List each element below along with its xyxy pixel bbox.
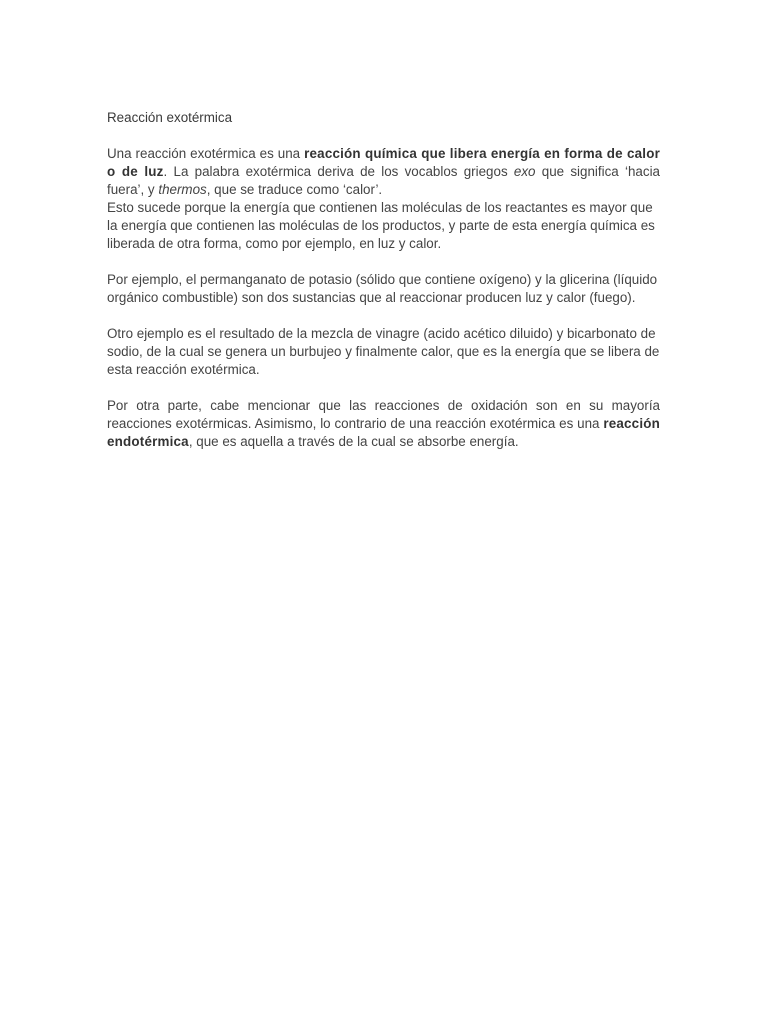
paragraph-explanation: Esto sucede porque la energía que contienen las moléculas de los reactantes es mayor que la energía que contienen las moléculas de los productos, y parte de esta energía química es liberada de otra forma, como por ejemplo, en luz y calor. xyxy=(107,200,655,251)
bold-endothermic: reacción endotérmica xyxy=(107,416,660,449)
paragraph-example-vinegar: Otro ejemplo es el resultado de la mezcla de vinagre (acido acético diluido) y bicarbonato de sodio, de la cual se genera un burbujeo y finalmente calor, que es la energía que se libera de esta reacción exotérmica. xyxy=(107,326,660,377)
paragraph-text: que significa ‘hacia fuera’, y xyxy=(107,164,660,197)
document-body xyxy=(107,109,660,451)
paragraph-definition xyxy=(107,145,660,199)
paragraph-spacer xyxy=(107,253,660,271)
italic-term-exo: exo xyxy=(513,164,536,179)
paragraph-spacer xyxy=(107,379,660,397)
bold-definition: reacción química que libera energía en forma de calor o de luz xyxy=(107,146,660,179)
paragraph-text: , que se traduce como ‘calor’. xyxy=(206,182,383,197)
italic-term-thermos: thermos xyxy=(158,182,207,197)
paragraph-spacer xyxy=(107,307,660,325)
paragraph-example-permanganate: Por ejemplo, el permanganato de potasio (sólido que contiene oxígeno) y la glicerina (líquido orgánico combustible) son dos sustancias que al reaccionar producen luz y calor (fuego). xyxy=(107,272,658,305)
paragraph-text: Por otra parte, cabe mencionar que las reacciones de oxidación son en su mayoría reacciones exotérmicas. Asimismo, lo contrario de una reacción exotérmica es una xyxy=(107,398,660,431)
paragraph-text: . La palabra exotérmica deriva de los vocablos griegos xyxy=(163,164,514,179)
document-title: Reacción exotérmica xyxy=(107,110,233,125)
paragraph-oxidation xyxy=(107,397,660,451)
paragraph-text: Una reacción exotérmica es una xyxy=(107,146,305,161)
paragraph-text: , que es aquella a través de la cual se absorbe energía. xyxy=(188,434,519,449)
